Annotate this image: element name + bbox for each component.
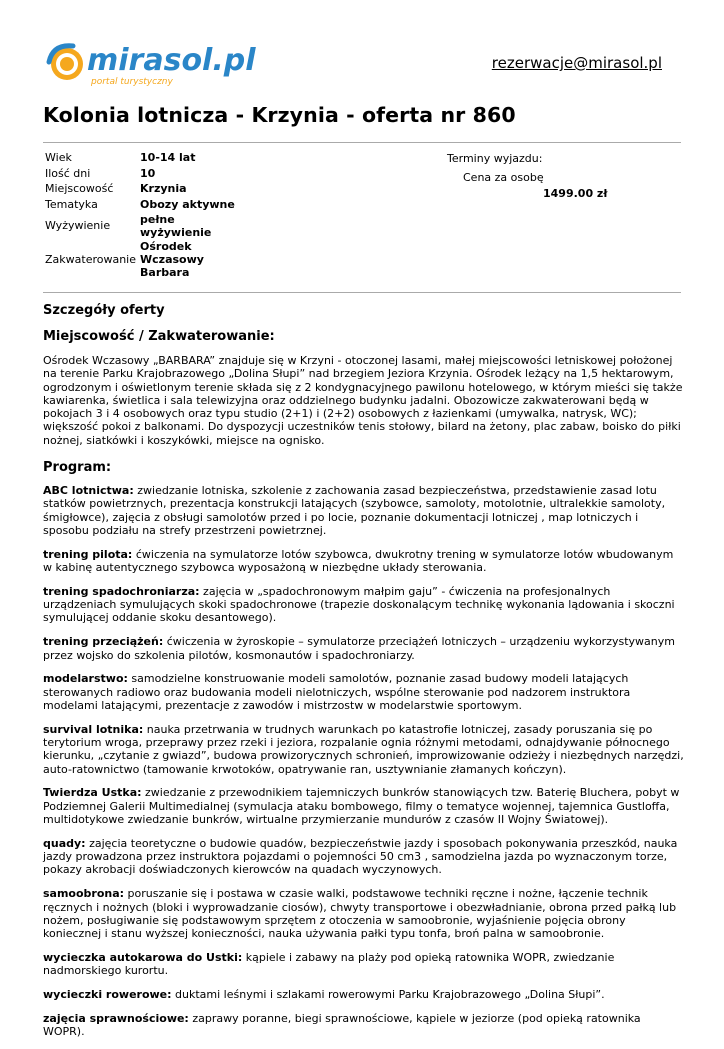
program-item	[43, 988, 685, 1001]
program-item	[43, 585, 685, 625]
email-link[interactable]: rezerwacje@mirasol.pl	[491, 54, 662, 72]
offer-details-table	[43, 150, 242, 279]
program-item-text: poruszanie się i postawa w czasie walki, podstawowe techniki ręczne i nożne, łączenie technik ręcznych i nożnych (bloki i wyprowadzanie ciosów), chwyty transportowe i obezwładnianie, obrona przed pałką lub nożem, posługiwanie się podstawowym sprzętem z otoczenia w samoobronie, wyjaśnienie pojęcia obrony koniecznej i stanu wyższej konieczności, nauka używania pałki typu tonfa, broń palna w samoobronie.	[43, 887, 677, 941]
program-item	[43, 635, 685, 662]
divider-top	[43, 142, 681, 143]
detail-value: 10	[140, 166, 156, 180]
detail-row-theme	[43, 197, 242, 213]
program-item-text: zaprawy poranne, biegi sprawnościowe, kąpiele w jeziorze (pod opieką ratownika WOPR).	[43, 1011, 641, 1039]
program-item	[43, 837, 685, 877]
program-item	[43, 672, 685, 712]
program-heading: Program:	[43, 460, 112, 476]
divider-bottom	[43, 292, 681, 293]
location-text: Ośrodek Wczasowy „BARBARA” znajduje się w Krzyni - otoczonej lasami, małej miejscowości letniskowej położonej na terenie Parku Krajobrazowego „Dolina Słupi” nad brzegiem Jeziora Krzynia. Ośrodek leżący na 1,5 hektarowym, ogrodzonym i oświetlonym terenie składa się z 2 kondygnacyjnego pawilonu hotelowego, w którym mieści się także kawiarenka, świetlica i sala telewizyjna oraz oddzielnego budynku jadalni. Obozowicze zakwaterowani będą w pokojach 3 i 4 osobowych oraz typu studio (2+1) i (2+2) osobowych z łazienkami (umywalka, natrysk, WC); większość pokoi z balkonami. Do dyspozycji uczestników tenis stołowy, bilard na żetony, plac zabaw, boisko do piłki nożnej, siatkówki i koszykówki, miejsce na ognisko.	[43, 354, 683, 447]
program-item	[43, 951, 685, 978]
offer-content	[43, 303, 685, 1049]
detail-row-location	[43, 181, 242, 197]
mirasol-logo	[43, 36, 263, 90]
detail-label: Wiek	[45, 151, 72, 165]
detail-row-days	[43, 166, 242, 182]
detail-value: Ośrodek Wczasowy Barbara	[140, 239, 204, 279]
program-item-title: zajęcia sprawnościowe:	[43, 1011, 189, 1025]
detail-value: Obozy aktywne	[140, 198, 235, 212]
program-item-title: trening pilota:	[43, 547, 133, 561]
program-item-text: zajęcia w „spadochronowym małpim gaju” - ćwiczenia na profesjonalnych urządzeniach symulujących skoki spadochronowe (trapezie doskonalącym technikę wykonania lądowania i skoczni symulującej oddanie skoku desantowego).	[43, 584, 675, 625]
detail-value: Krzynia	[140, 182, 187, 196]
program-item-title: trening spadochroniarza:	[43, 584, 200, 598]
detail-label: Miejscowość	[45, 182, 114, 196]
detail-row-age	[43, 150, 242, 166]
detail-row-accommodation	[43, 239, 242, 279]
program-item-text: nauka przetrwania w trudnych warunkach po katastrofie lotniczej, zasady poruszania się po terytorium wroga, przeprawy przez rzeki i jeziora, rozpalanie ognia różnymi metodami, odnajdywanie północnego kierunku, „czytanie z gwiazd”, budowa prowizorycznych schronień, improwizowanie odzieży i niezbędnych narzędzi, auto-ratownictwo (tamowanie krwotoków, opatrywanie ran, usztywnianie złamanych kończyn).	[43, 722, 684, 776]
logo-tagline: portal turystyczny	[91, 77, 173, 87]
program-item-title: modelarstwo:	[43, 672, 128, 686]
detail-value: 10-14 lat	[140, 151, 196, 165]
program-item-title: wycieczki rowerowe:	[43, 987, 172, 1001]
program-item-text: kąpiele i zabawy na plaży pod opieką ratownika WOPR, zwiedzanie nadmorskiego kurortu.	[43, 950, 615, 978]
program-item-title: samoobrona:	[43, 887, 125, 901]
program-item-title: Twierdza Ustka:	[43, 786, 142, 800]
terms-label: Terminy wyjazdu:	[447, 152, 543, 165]
program-item-text: samodzielne konstruowanie modeli samolotów, poznanie zasad budowy modeli latających sterowanych radiowo oraz budowania modeli nielotniczych, wspólne sterowanie pod nadzorem instruktora modelami latającymi, prezentacje z zawodów i mistrzostw w modelarstwie sportowym.	[43, 672, 631, 712]
program-item-title: quady:	[43, 836, 86, 850]
program-item	[43, 484, 685, 537]
detail-value: pełne wyżywienie	[140, 212, 212, 239]
detail-label: Zakwaterowanie	[45, 252, 137, 266]
program-item-title: trening przeciążeń:	[43, 635, 164, 649]
program-item	[43, 723, 685, 776]
program-item-title: ABC lotnictwa:	[43, 484, 134, 498]
location-heading: Miejscowość / Zakwaterowanie:	[43, 329, 275, 344]
program-item	[43, 786, 685, 826]
program-item-text: duktami leśnymi i szlakami rowerowymi Parku Krajobrazowego „Dolina Słupi”.	[171, 987, 605, 1001]
program-item-text: ćwiczenia w żyroskopie – symulatorze przeciążeń lotniczych – urządzeniu wykorzystywanym przez wojsko do szkolenia pilotów, kosmonautów i spadochroniarzy.	[43, 635, 675, 662]
program-item	[43, 1012, 685, 1039]
program-item	[43, 548, 685, 575]
program-item-title: wycieczka autokarowa do Ustki:	[43, 950, 243, 964]
program-item-title: survival lotnika:	[43, 722, 144, 736]
details-heading: Szczegóły oferty	[43, 303, 165, 318]
program-item-text: zwiedzanie lotniska, szkolenie z zachowania zasad bezpieczeństwa, przedstawienie zasad lotu statków powietrznych, prezentacja konstrukcji latających (szybowce, samoloty, motolotnie, ultralekkie samoloty, śmigłowce), zajęcia z obsługi samolotów przed i po locie, poznanie dokumentacji lotniczej , map lotniczych i sposobu podziału na strefy przestrzeni powietrznej.	[43, 484, 666, 537]
detail-label: Wyżywienie	[45, 219, 111, 233]
program-item-text: zajęcia teoretyczne o budowie quadów, bezpieczeństwie jazdy i sposobach pokonywania przeszkód, nauka jazdy prowadzona przez instruktora pojazdami o pojemności 50 cm3 , samodzielna jazda po wyznaczonym torze, pokazy akrobacji doświadczonych kierowców na quadach wyczynowych.	[43, 836, 678, 877]
program-item	[43, 887, 685, 940]
program-item-text: zwiedzanie z przewodnikiem tajemniczych bunkrów stanowiących tzw. Baterię Bluchera, pobyt w Podziemnej Galerii Multimedialnej (symulacja ataku bombowego, filmy o tematyce wojennej, tajemnica Gustloffa, multidotykowe zwiedzanie bunkrów, wirtualne przymierzanie mundurów z czasów II Wojny Światowej).	[43, 786, 680, 827]
detail-label: Ilość dni	[45, 166, 91, 180]
detail-label: Tematyka	[45, 198, 98, 212]
detail-row-meals	[43, 212, 242, 239]
price-label: Cena za osobę	[463, 171, 544, 184]
program-item-text: ćwiczenia na symulatorze lotów szybowca, dwukrotny trening w symulatorze lotów wbudowanym w kabinę autentycznego szybowca wyposażoną w niezbędne układy sterowania.	[43, 547, 674, 575]
sun-icon	[49, 46, 83, 80]
logo-text: mirasol.pl	[87, 43, 256, 78]
price-value: 1499.00 zł	[543, 187, 608, 200]
page-title: Kolonia lotnicza - Krzynia - oferta nr 860	[43, 103, 516, 127]
